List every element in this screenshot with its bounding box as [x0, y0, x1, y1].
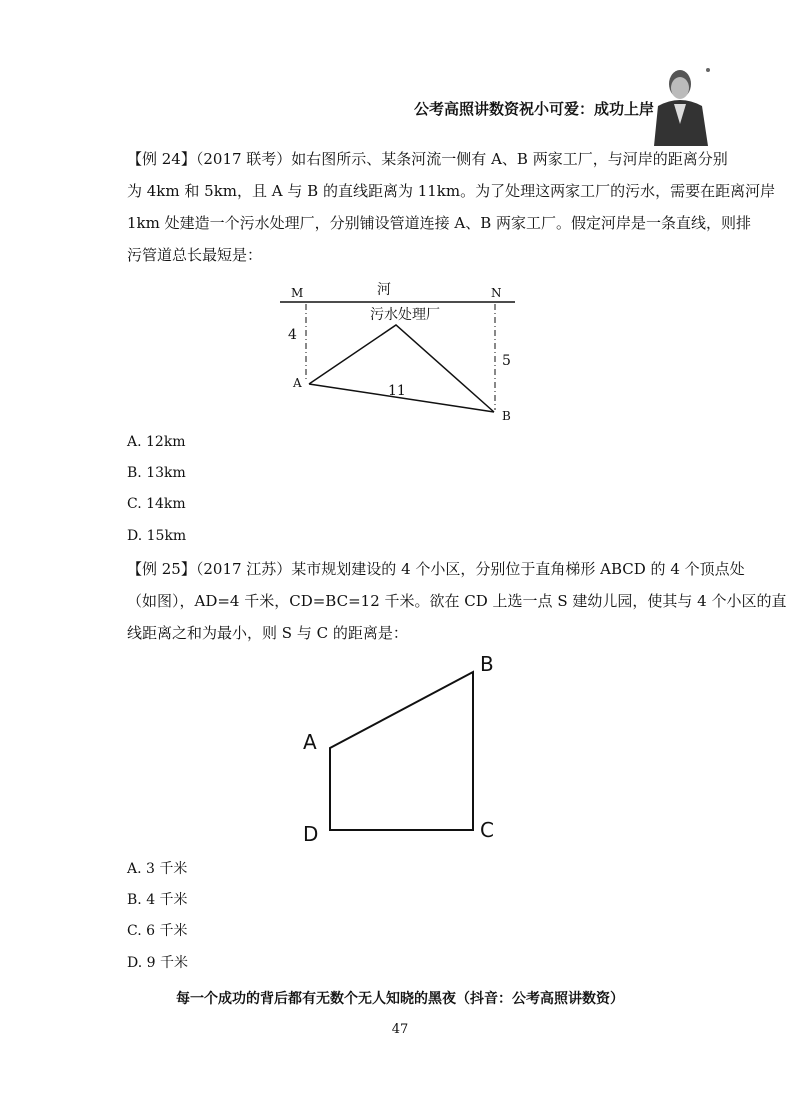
- question-text: 【例 24】（2017 联考）如右图所示、某条河流一侧有 A、B 两家工厂，与河岸的距离分别: [127, 150, 728, 168]
- question-text: 【例 25】（2017 江苏）某市规划建设的 4 个小区，分别位于直角梯形 ABCD 的 4 个顶点处: [127, 560, 745, 578]
- label-dist-b: 5: [502, 353, 511, 369]
- footer-motto: 每一个成功的背后都有无数个无人知晓的黑夜（抖音：公考高照讲数资）: [176, 991, 624, 1007]
- label-m: M: [291, 286, 304, 300]
- trapezoid-diagram: [330, 672, 473, 830]
- label-b: B: [502, 409, 511, 423]
- question-text: 污管道总长最短是：: [127, 246, 263, 264]
- option-a: A. 3 千米: [127, 861, 188, 877]
- option-d: D. 9 千米: [127, 955, 188, 971]
- vertex-c: C: [480, 818, 494, 842]
- option-b: B. 4 千米: [127, 892, 188, 908]
- vertex-b: B: [480, 652, 494, 676]
- page-number: 47: [391, 1022, 409, 1037]
- option-a: A. 12km: [127, 434, 186, 450]
- vertex-a: A: [303, 730, 317, 754]
- label-river: 河: [377, 282, 391, 298]
- label-plant: 污水处理厂: [370, 307, 440, 323]
- vertex-d: D: [303, 822, 319, 846]
- question-text: 为 4km 和 5km，且 A 与 B 的直线距离为 11km。为了处理这两家工厂的污水，需要在距离河岸: [127, 182, 776, 200]
- trapezoid-abcd: [330, 672, 473, 830]
- question-text: （如图），AD=4 千米，CD=BC=12 千米。欲在 CD 上选一点 S 建幼儿园，使其与 4 个小区的直: [127, 592, 787, 610]
- label-ab: 11: [388, 383, 406, 399]
- option-c: C. 6 千米: [127, 923, 188, 939]
- question-text: 线距离之和为最小，则 S 与 C 的距离是：: [127, 624, 408, 642]
- question-text: 1km 处建造一个污水处理厂，分别铺设管道连接 A、B 两家工厂。假定河岸是一条直线，则排: [127, 214, 752, 232]
- label-dist-a: 4: [288, 327, 297, 343]
- header-slogan: 公考高照讲数资祝小可爱：成功上岸: [414, 100, 655, 118]
- option-c: C. 14km: [127, 496, 186, 512]
- label-a: A: [293, 376, 302, 390]
- option-d: D. 15km: [127, 528, 187, 544]
- label-n: N: [491, 286, 502, 300]
- option-b: B. 13km: [127, 465, 186, 481]
